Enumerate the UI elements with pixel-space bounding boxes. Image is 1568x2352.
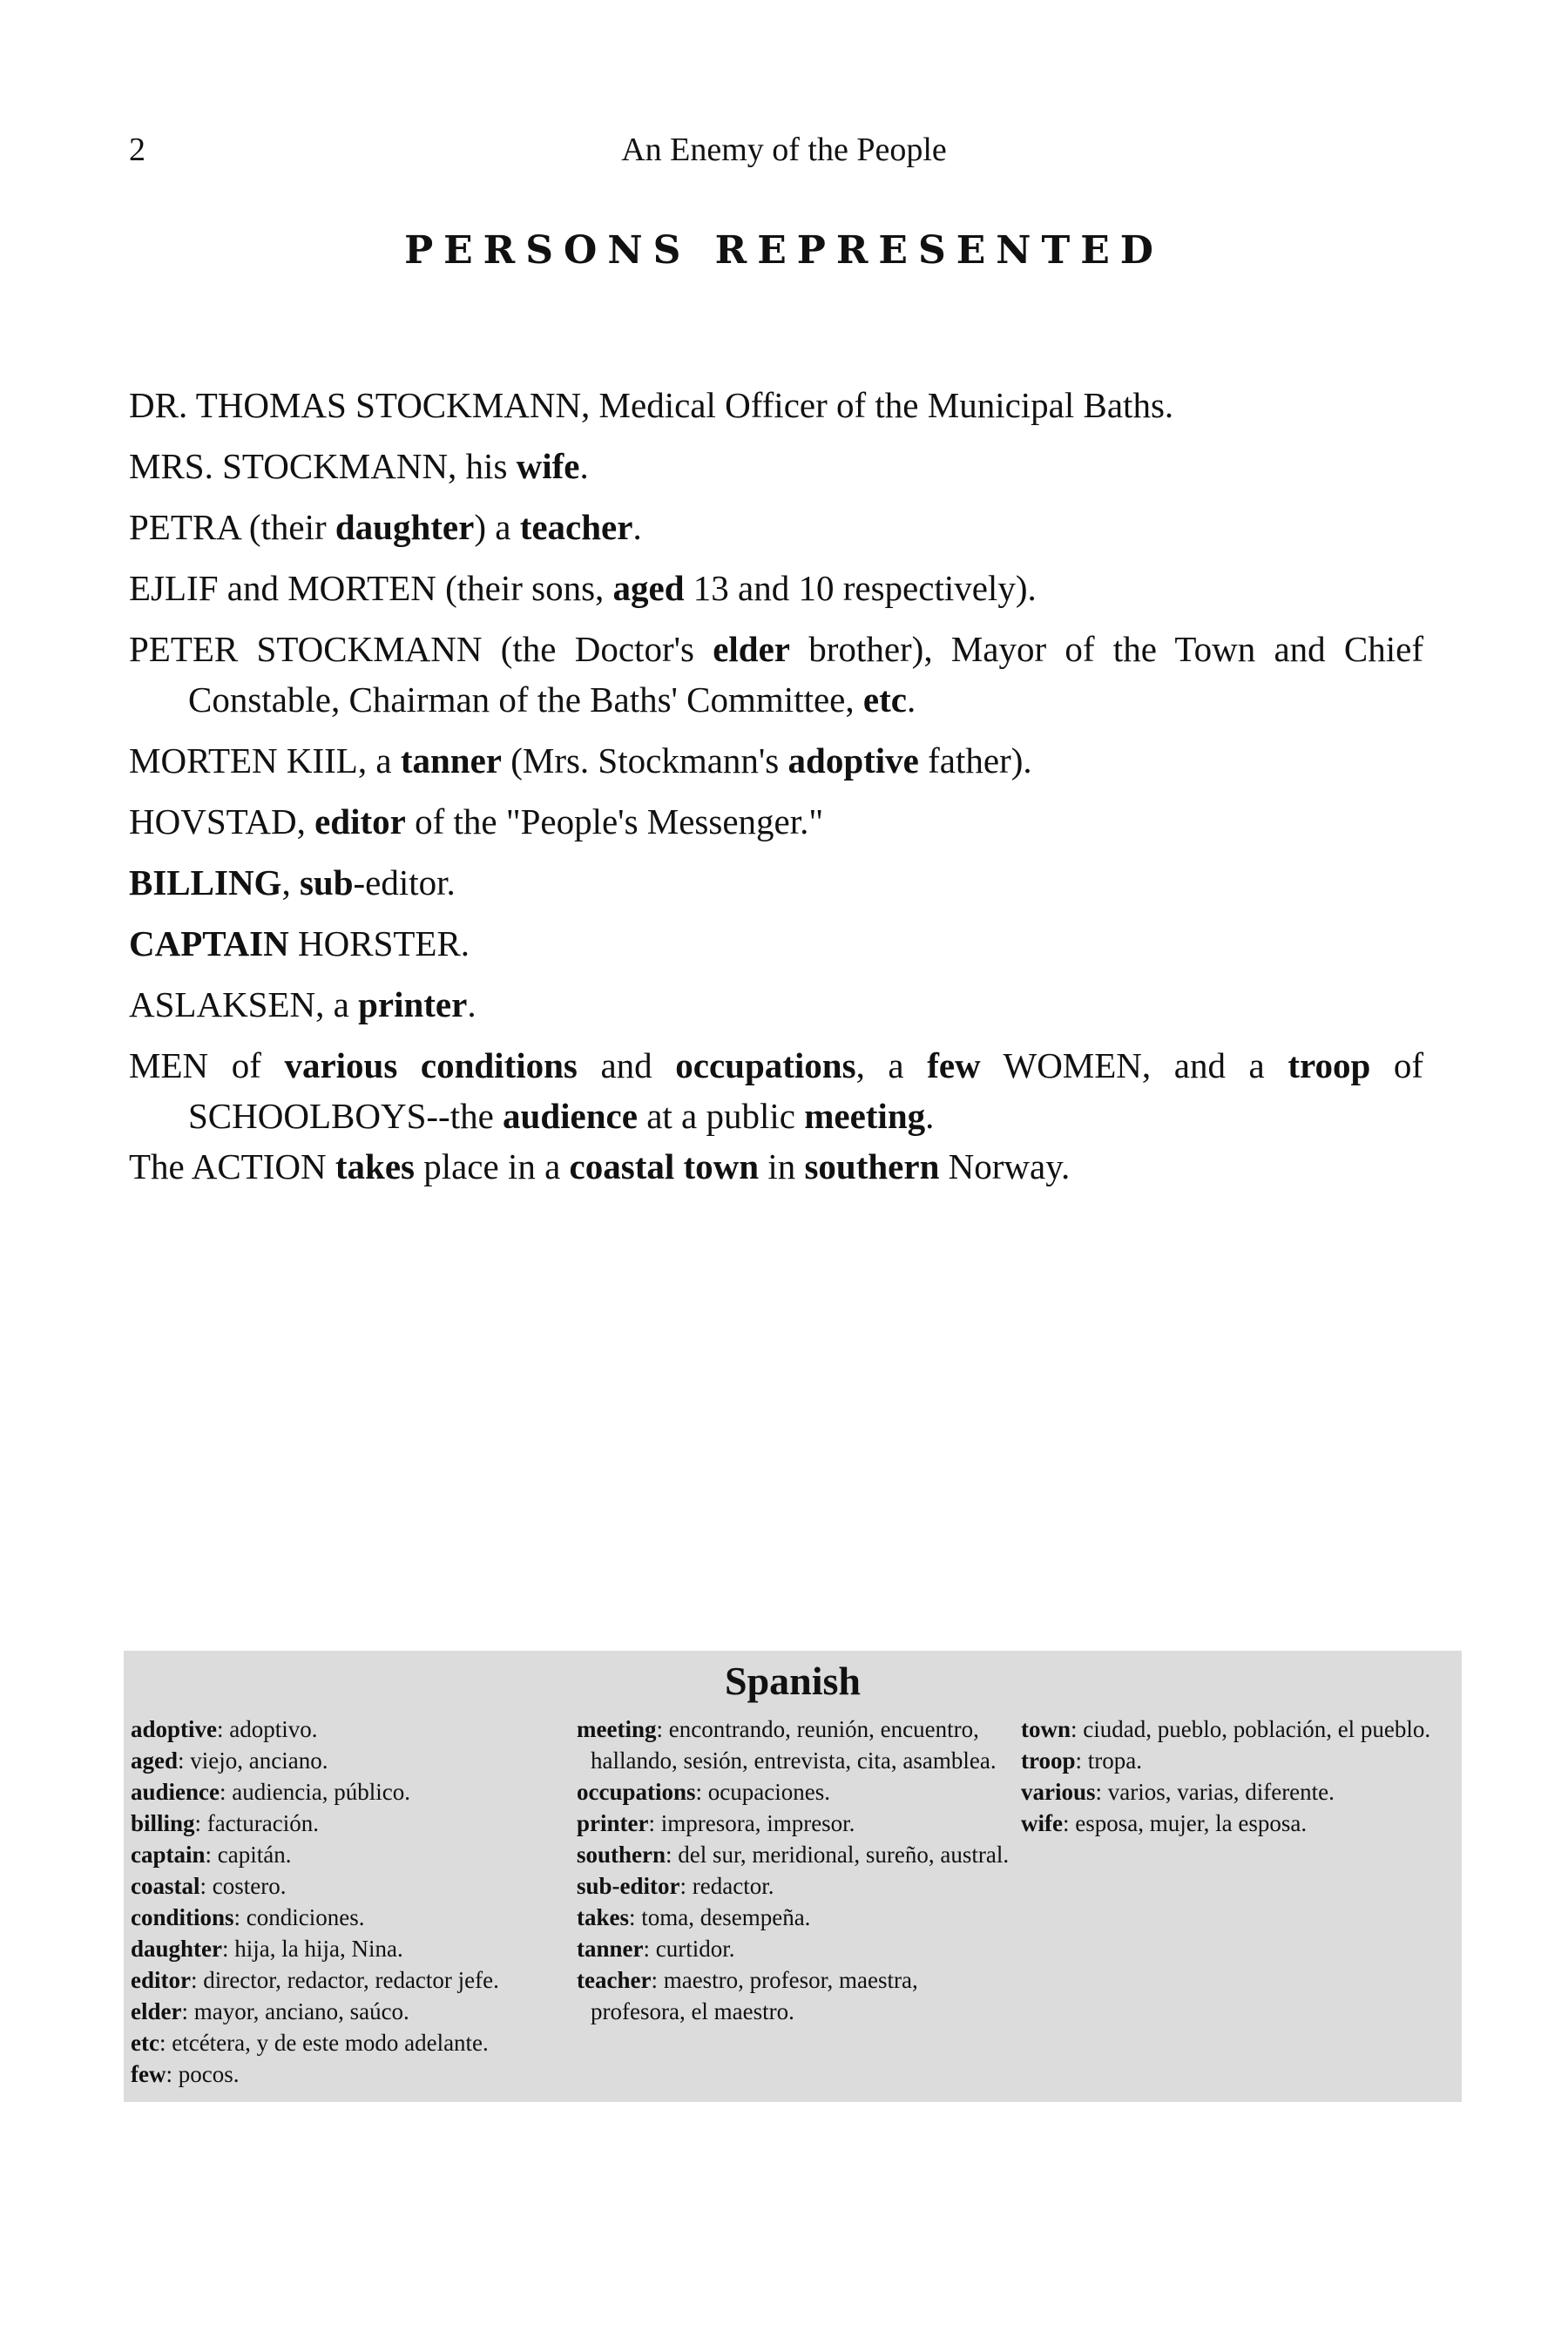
glossed-word: teacher xyxy=(519,507,633,547)
text-run: 13 and 10 respectively). xyxy=(684,568,1037,608)
glossary-entry xyxy=(131,1839,566,1870)
glossary-entry xyxy=(131,1713,566,1745)
glossary-entry xyxy=(577,1902,1012,1933)
glossed-word: troop xyxy=(1288,1045,1371,1085)
glossary-term: daughter xyxy=(131,1936,223,1962)
glossary-entry xyxy=(1021,1776,1456,1808)
glossary-definition: : ocupaciones. xyxy=(695,1779,830,1805)
glossary-term: audience xyxy=(131,1779,220,1805)
text-run: HORSTER. xyxy=(288,923,470,963)
text-run: of SCHOOLBOYS--the xyxy=(188,1045,1423,1136)
glossary-definition: : toma, desempeña. xyxy=(629,1904,811,1930)
glossary-definition: : del sur, meridional, sureño, austral. xyxy=(666,1842,1010,1868)
glossary-entry xyxy=(1021,1713,1456,1745)
glossary-definition: : condiciones. xyxy=(233,1904,365,1930)
glossary-term: editor xyxy=(131,1967,191,1993)
glossary-term: coastal xyxy=(131,1873,200,1899)
glossary-definition: : curtidor. xyxy=(643,1936,735,1962)
glossed-word: tanner xyxy=(400,740,502,781)
glossary-entry xyxy=(577,1870,1012,1902)
glossed-word: adoptive xyxy=(787,740,919,781)
glossary-definition: : capitán. xyxy=(205,1842,292,1868)
cast-item xyxy=(129,563,1423,613)
glossary-definition: : hija, la hija, Nina. xyxy=(222,1936,403,1962)
text-run: and xyxy=(577,1045,676,1085)
text-run: . xyxy=(467,984,476,1024)
glossed-word: BILLING xyxy=(129,862,282,902)
glossary-entry xyxy=(131,1745,566,1776)
cast-item xyxy=(129,735,1423,786)
cast-item xyxy=(129,979,1423,1030)
glossary-term: southern xyxy=(577,1842,666,1868)
cast-item xyxy=(129,857,1423,908)
glossed-word: editor xyxy=(314,801,406,841)
glossary-entry xyxy=(577,1839,1012,1870)
glossed-word: takes xyxy=(335,1146,415,1186)
glossary-definition: : maestro, profesor, maestra, profesora, el maestro. xyxy=(591,1967,918,2024)
glossed-word: elder xyxy=(713,629,791,669)
cast-item xyxy=(129,380,1423,430)
glossary-definition: : tropa. xyxy=(1075,1747,1142,1774)
section-title: PERSONS REPRESENTED xyxy=(404,228,1164,273)
glossed-word: various conditions xyxy=(284,1045,578,1085)
glossary-column-2 xyxy=(577,1713,1012,2027)
glossary-term: takes xyxy=(577,1904,629,1930)
text-run: PETER STOCKMANN (the Doctor's xyxy=(129,629,713,669)
glossary-term: wife xyxy=(1021,1810,1063,1836)
glossary-term: etc xyxy=(131,2030,159,2056)
text-run: ASLAKSEN, a xyxy=(129,984,359,1024)
text-run: (Mrs. Stockmann's xyxy=(501,740,788,781)
glossary-term: conditions xyxy=(131,1904,234,1930)
text-run: , xyxy=(281,862,300,902)
page-number: 2 xyxy=(129,132,145,168)
glossary-term: billing xyxy=(131,1810,195,1836)
text-run: . xyxy=(632,507,642,547)
glossed-word: audience xyxy=(503,1096,638,1136)
text-run: HOVSTAD, xyxy=(129,801,315,841)
glossed-word: aged xyxy=(612,568,685,608)
running-header: An Enemy of the People xyxy=(621,132,947,168)
text-run: The ACTION xyxy=(129,1146,335,1186)
glossary-entry xyxy=(1021,1745,1456,1776)
cast-item xyxy=(129,502,1423,552)
glossary-term: elder xyxy=(131,1998,182,2024)
glossary-entry xyxy=(131,1776,566,1808)
text-run: at a public xyxy=(637,1096,805,1136)
glossary-definition: : etcétera, y de este modo adelante. xyxy=(159,2030,489,2056)
glossary-entry xyxy=(131,1902,566,1933)
glossary-term: meeting xyxy=(577,1716,657,1742)
glossary-definition: : audiencia, público. xyxy=(220,1779,410,1805)
glossary-term: printer xyxy=(577,1810,649,1836)
text-run: PETRA (their xyxy=(129,507,335,547)
glossary-term: town xyxy=(1021,1716,1071,1742)
setting-line xyxy=(129,1141,1070,1192)
glossary-column-1 xyxy=(131,1713,566,2090)
glossary-entry xyxy=(577,1964,1012,2027)
cast-item xyxy=(129,918,1423,969)
glossary-term: various xyxy=(1021,1779,1096,1805)
glossed-word: southern xyxy=(804,1146,940,1186)
text-run: , a xyxy=(855,1045,928,1085)
text-run: ) a xyxy=(474,507,520,547)
glossary-definition: : esposa, mujer, la esposa. xyxy=(1062,1810,1308,1836)
glossary-term: occupations xyxy=(577,1779,696,1805)
glossary-definition: : varios, varias, diferente. xyxy=(1095,1779,1335,1805)
glossed-word: etc xyxy=(862,679,907,720)
glossed-word: coastal town xyxy=(569,1146,760,1186)
glossary-term: few xyxy=(131,2061,166,2087)
text-run: brother), Mayor of the Town and Chief Constable, Chairman of the Baths' Committee, xyxy=(188,629,1424,720)
glossary-definition: : director, redactor, redactor jefe. xyxy=(190,1967,499,1993)
glossary-entry xyxy=(131,2027,566,2058)
glossary-entry xyxy=(577,1713,1012,1776)
text-run: . xyxy=(579,446,589,486)
glossed-word: few xyxy=(927,1045,981,1085)
glossary-entry xyxy=(131,1933,566,1964)
text-run: of the "People's Messenger." xyxy=(405,801,824,841)
cast-item xyxy=(129,624,1423,725)
text-run: . xyxy=(906,679,916,720)
text-run: DR. THOMAS STOCKMANN, Medical Officer of the Municipal Baths. xyxy=(129,385,1174,425)
glossed-word: CAPTAIN xyxy=(129,923,289,963)
glossed-word: sub xyxy=(299,862,354,902)
text-run: EJLIF and MORTEN (their sons, xyxy=(129,568,613,608)
glossary-term: adoptive xyxy=(131,1716,218,1742)
text-run: place in a xyxy=(414,1146,570,1186)
glossary-definition: : encontrando, reunión, encuentro, hallando, sesión, entrevista, cita, asamblea. xyxy=(591,1716,997,1774)
glossary-entry xyxy=(577,1933,1012,1964)
text-run: . xyxy=(925,1096,935,1136)
glossary-definition: : viejo, anciano. xyxy=(178,1747,328,1774)
glossary-box xyxy=(124,1651,1462,2102)
glossary-entry xyxy=(577,1808,1012,1839)
text-run: MORTEN KIIL, a xyxy=(129,740,401,781)
glossary-definition: : mayor, anciano, saúco. xyxy=(181,1998,409,2024)
text-run: in xyxy=(759,1146,805,1186)
glossary-entry xyxy=(1021,1808,1456,1839)
text-run: Norway. xyxy=(939,1146,1071,1186)
glossary-definition: : costero. xyxy=(199,1873,287,1899)
glossary-definition: : ciudad, pueblo, población, el pueblo. xyxy=(1071,1716,1431,1742)
glossary-entry xyxy=(131,2058,566,2090)
cast-item xyxy=(129,796,1423,847)
glossary-term: teacher xyxy=(577,1967,652,1993)
glossary-entry xyxy=(131,1964,566,1996)
text-run: MEN of xyxy=(129,1045,285,1085)
glossary-entry xyxy=(131,1808,566,1839)
text-run: MRS. STOCKMANN, his xyxy=(129,446,517,486)
glossary-term: captain xyxy=(131,1842,206,1868)
glossed-word: wife xyxy=(516,446,580,486)
glossed-word: daughter xyxy=(335,507,475,547)
text-run: -editor. xyxy=(353,862,456,902)
glossary-entry xyxy=(131,1870,566,1902)
glossed-word: occupations xyxy=(675,1045,856,1085)
glossary-definition: : redactor. xyxy=(679,1873,774,1899)
glossed-word: meeting xyxy=(804,1096,926,1136)
glossary-definition: : facturación. xyxy=(194,1810,319,1836)
glossary-term: aged xyxy=(131,1747,178,1774)
glossary-term: tanner xyxy=(577,1936,644,1962)
glossary-term: troop xyxy=(1021,1747,1076,1774)
text-run: WOMEN, and a xyxy=(980,1045,1288,1085)
glossary-title: Spanish xyxy=(724,1659,861,1703)
cast-item xyxy=(129,1040,1423,1141)
glossary-entry xyxy=(577,1776,1012,1808)
glossary-definition: : impresora, impresor. xyxy=(648,1810,855,1836)
glossary-entry xyxy=(131,1996,566,2027)
glossary-definition: : adoptivo. xyxy=(217,1716,318,1742)
cast-item xyxy=(129,441,1423,491)
glossary-column-3 xyxy=(1021,1713,1456,1839)
glossed-word: printer xyxy=(358,984,468,1024)
glossary-term: sub-editor xyxy=(577,1873,680,1899)
glossary-definition: : pocos. xyxy=(166,2061,240,2087)
cast-list xyxy=(129,380,1423,1152)
text-run: father). xyxy=(918,740,1032,781)
